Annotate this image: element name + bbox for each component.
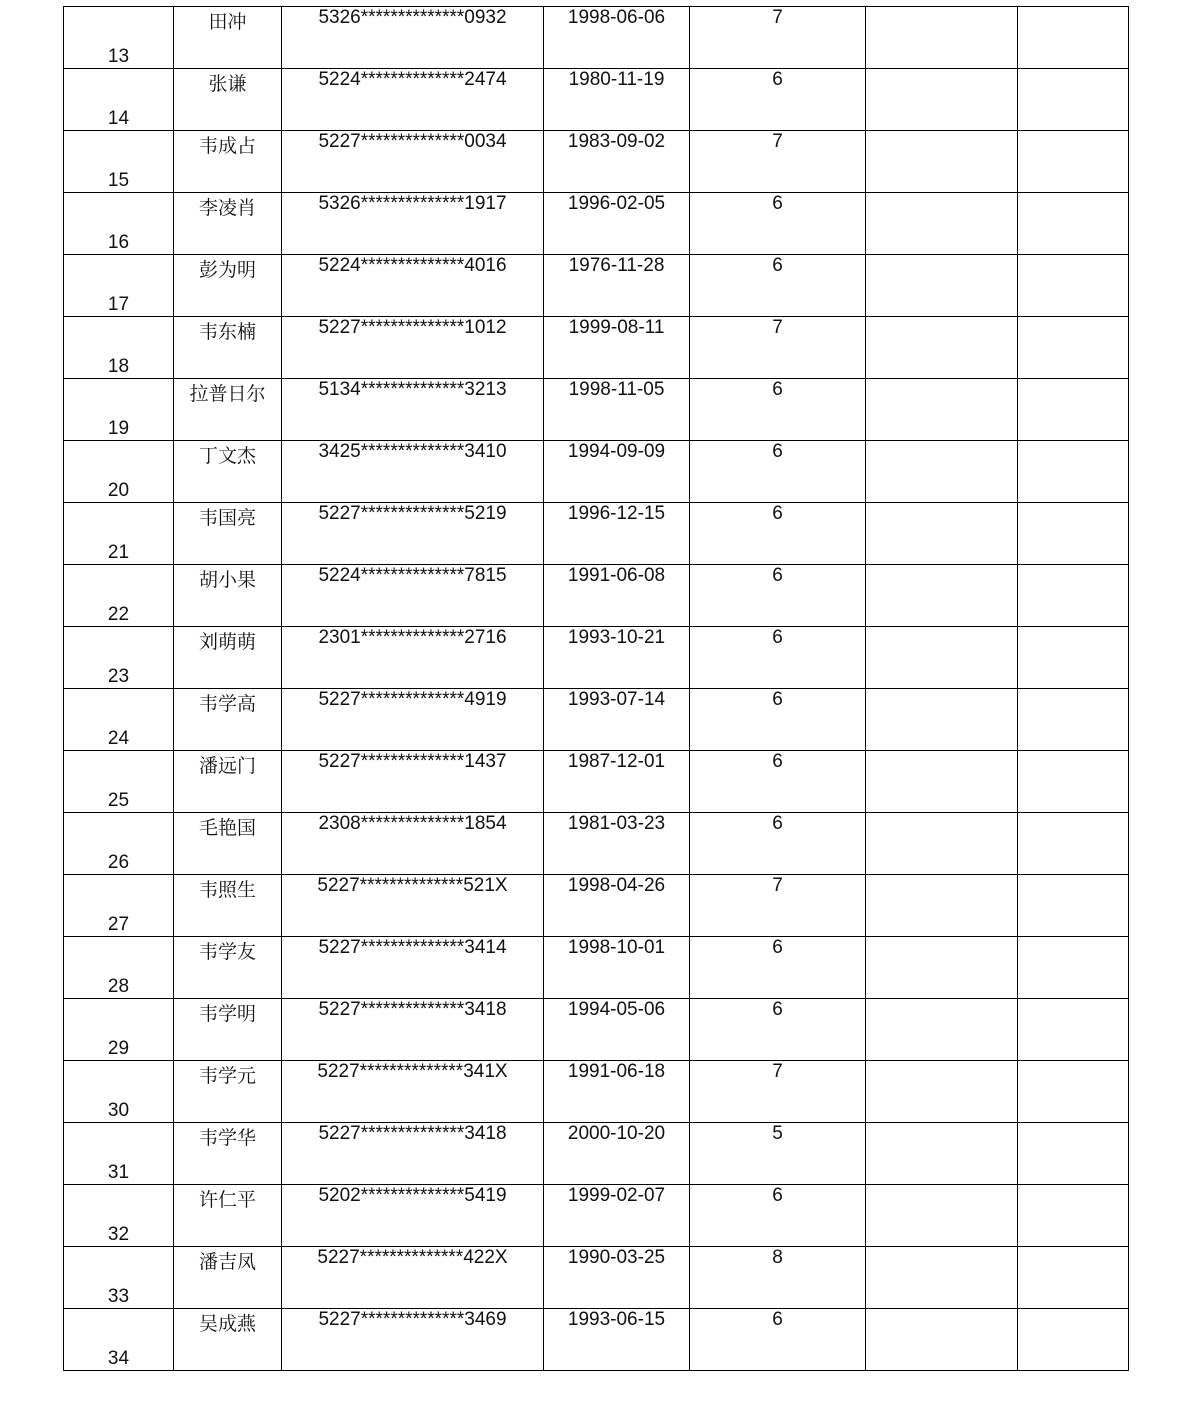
empty-cell bbox=[1018, 441, 1129, 503]
score-cell: 7 bbox=[690, 7, 866, 69]
row-number-cell: 14 bbox=[64, 69, 174, 131]
table-row bbox=[64, 565, 1129, 627]
table-row bbox=[64, 131, 1129, 193]
id-number-cell: 5227**************0034 bbox=[282, 131, 544, 193]
birth-date-cell: 1991-06-18 bbox=[544, 1061, 690, 1123]
table-row bbox=[64, 1185, 1129, 1247]
empty-cell bbox=[1018, 1309, 1129, 1371]
score-cell: 7 bbox=[690, 1061, 866, 1123]
row-number-cell: 26 bbox=[64, 813, 174, 875]
empty-cell bbox=[1018, 503, 1129, 565]
score-cell: 7 bbox=[690, 131, 866, 193]
table-row bbox=[64, 813, 1129, 875]
birth-date-cell: 1993-06-15 bbox=[544, 1309, 690, 1371]
table-row bbox=[64, 69, 1129, 131]
name-cell: 张谦 bbox=[174, 69, 282, 131]
empty-cell bbox=[866, 1123, 1018, 1185]
score-cell: 6 bbox=[690, 813, 866, 875]
score-cell: 6 bbox=[690, 565, 866, 627]
id-number-cell: 5227**************3418 bbox=[282, 999, 544, 1061]
birth-date-cell: 1998-10-01 bbox=[544, 937, 690, 999]
name-cell: 毛艳国 bbox=[174, 813, 282, 875]
empty-cell bbox=[866, 627, 1018, 689]
id-number-cell: 5227**************3414 bbox=[282, 937, 544, 999]
table-row bbox=[64, 751, 1129, 813]
birth-date-cell: 1987-12-01 bbox=[544, 751, 690, 813]
id-number-cell: 5227**************4919 bbox=[282, 689, 544, 751]
table-row bbox=[64, 689, 1129, 751]
birth-date-cell: 1999-08-11 bbox=[544, 317, 690, 379]
empty-cell bbox=[1018, 1061, 1129, 1123]
table-row bbox=[64, 317, 1129, 379]
birth-date-cell: 1996-12-15 bbox=[544, 503, 690, 565]
empty-cell bbox=[866, 689, 1018, 751]
empty-cell bbox=[1018, 317, 1129, 379]
table-row bbox=[64, 875, 1129, 937]
row-number-cell: 16 bbox=[64, 193, 174, 255]
id-number-cell: 5224**************7815 bbox=[282, 565, 544, 627]
score-cell: 6 bbox=[690, 441, 866, 503]
row-number-cell: 28 bbox=[64, 937, 174, 999]
empty-cell bbox=[866, 441, 1018, 503]
roster-body bbox=[64, 7, 1129, 1371]
table-row bbox=[64, 1061, 1129, 1123]
score-cell: 6 bbox=[690, 255, 866, 317]
table-row bbox=[64, 7, 1129, 69]
row-number-cell: 29 bbox=[64, 999, 174, 1061]
table-row bbox=[64, 1247, 1129, 1309]
row-number-cell: 30 bbox=[64, 1061, 174, 1123]
score-cell: 7 bbox=[690, 875, 866, 937]
name-cell: 潘远门 bbox=[174, 751, 282, 813]
empty-cell bbox=[866, 317, 1018, 379]
empty-cell bbox=[866, 1247, 1018, 1309]
birth-date-cell: 1991-06-08 bbox=[544, 565, 690, 627]
empty-cell bbox=[1018, 131, 1129, 193]
id-number-cell: 5227**************521X bbox=[282, 875, 544, 937]
empty-cell bbox=[1018, 1247, 1129, 1309]
birth-date-cell: 1981-03-23 bbox=[544, 813, 690, 875]
row-number-cell: 24 bbox=[64, 689, 174, 751]
empty-cell bbox=[1018, 689, 1129, 751]
name-cell: 潘吉凤 bbox=[174, 1247, 282, 1309]
empty-cell bbox=[866, 131, 1018, 193]
id-number-cell: 5134**************3213 bbox=[282, 379, 544, 441]
name-cell: 丁文杰 bbox=[174, 441, 282, 503]
empty-cell bbox=[1018, 379, 1129, 441]
id-number-cell: 5227**************422X bbox=[282, 1247, 544, 1309]
table-row bbox=[64, 999, 1129, 1061]
empty-cell bbox=[1018, 565, 1129, 627]
row-number-cell: 13 bbox=[64, 7, 174, 69]
name-cell: 吴成燕 bbox=[174, 1309, 282, 1371]
empty-cell bbox=[866, 875, 1018, 937]
name-cell: 李凌肖 bbox=[174, 193, 282, 255]
score-cell: 6 bbox=[690, 689, 866, 751]
score-cell: 7 bbox=[690, 317, 866, 379]
empty-cell bbox=[866, 937, 1018, 999]
score-cell: 6 bbox=[690, 193, 866, 255]
id-number-cell: 5227**************3469 bbox=[282, 1309, 544, 1371]
empty-cell bbox=[1018, 69, 1129, 131]
score-cell: 6 bbox=[690, 751, 866, 813]
row-number-cell: 22 bbox=[64, 565, 174, 627]
row-number-cell: 34 bbox=[64, 1309, 174, 1371]
row-number-cell: 21 bbox=[64, 503, 174, 565]
table-row bbox=[64, 441, 1129, 503]
id-number-cell: 2308**************1854 bbox=[282, 813, 544, 875]
empty-cell bbox=[1018, 1123, 1129, 1185]
birth-date-cell: 1994-05-06 bbox=[544, 999, 690, 1061]
id-number-cell: 5227**************5219 bbox=[282, 503, 544, 565]
score-cell: 6 bbox=[690, 627, 866, 689]
birth-date-cell: 1998-04-26 bbox=[544, 875, 690, 937]
id-number-cell: 3425**************3410 bbox=[282, 441, 544, 503]
empty-cell bbox=[1018, 255, 1129, 317]
score-cell: 6 bbox=[690, 999, 866, 1061]
name-cell: 拉普日尔 bbox=[174, 379, 282, 441]
empty-cell bbox=[866, 565, 1018, 627]
row-number-cell: 20 bbox=[64, 441, 174, 503]
table-row bbox=[64, 503, 1129, 565]
table-row bbox=[64, 255, 1129, 317]
empty-cell bbox=[866, 813, 1018, 875]
empty-cell bbox=[866, 999, 1018, 1061]
empty-cell bbox=[1018, 751, 1129, 813]
empty-cell bbox=[866, 379, 1018, 441]
birth-date-cell: 1980-11-19 bbox=[544, 69, 690, 131]
birth-date-cell: 1976-11-28 bbox=[544, 255, 690, 317]
birth-date-cell: 1990-03-25 bbox=[544, 1247, 690, 1309]
id-number-cell: 5224**************4016 bbox=[282, 255, 544, 317]
score-cell: 5 bbox=[690, 1123, 866, 1185]
empty-cell bbox=[1018, 627, 1129, 689]
score-cell: 6 bbox=[690, 379, 866, 441]
name-cell: 胡小果 bbox=[174, 565, 282, 627]
table-row bbox=[64, 1309, 1129, 1371]
empty-cell bbox=[866, 255, 1018, 317]
birth-date-cell: 1993-10-21 bbox=[544, 627, 690, 689]
row-number-cell: 33 bbox=[64, 1247, 174, 1309]
name-cell: 韦学明 bbox=[174, 999, 282, 1061]
table-row bbox=[64, 193, 1129, 255]
table-row bbox=[64, 937, 1129, 999]
name-cell: 韦学高 bbox=[174, 689, 282, 751]
name-cell: 许仁平 bbox=[174, 1185, 282, 1247]
birth-date-cell: 1998-06-06 bbox=[544, 7, 690, 69]
empty-cell bbox=[866, 503, 1018, 565]
row-number-cell: 27 bbox=[64, 875, 174, 937]
empty-cell bbox=[1018, 813, 1129, 875]
empty-cell bbox=[1018, 875, 1129, 937]
birth-date-cell: 1996-02-05 bbox=[544, 193, 690, 255]
score-cell: 6 bbox=[690, 503, 866, 565]
score-cell: 6 bbox=[690, 69, 866, 131]
id-number-cell: 5202**************5419 bbox=[282, 1185, 544, 1247]
id-number-cell: 5326**************1917 bbox=[282, 193, 544, 255]
row-number-cell: 32 bbox=[64, 1185, 174, 1247]
empty-cell bbox=[866, 1061, 1018, 1123]
row-number-cell: 25 bbox=[64, 751, 174, 813]
row-number-cell: 23 bbox=[64, 627, 174, 689]
row-number-cell: 31 bbox=[64, 1123, 174, 1185]
row-number-cell: 19 bbox=[64, 379, 174, 441]
empty-cell bbox=[1018, 1185, 1129, 1247]
table-row bbox=[64, 379, 1129, 441]
empty-cell bbox=[866, 193, 1018, 255]
birth-date-cell: 1983-09-02 bbox=[544, 131, 690, 193]
id-number-cell: 5227**************1437 bbox=[282, 751, 544, 813]
score-cell: 6 bbox=[690, 1309, 866, 1371]
table-row bbox=[64, 627, 1129, 689]
score-cell: 6 bbox=[690, 1185, 866, 1247]
birth-date-cell: 1998-11-05 bbox=[544, 379, 690, 441]
id-number-cell: 2301**************2716 bbox=[282, 627, 544, 689]
score-cell: 6 bbox=[690, 937, 866, 999]
empty-cell bbox=[866, 1309, 1018, 1371]
row-number-cell: 18 bbox=[64, 317, 174, 379]
row-number-cell: 15 bbox=[64, 131, 174, 193]
id-number-cell: 5326**************0932 bbox=[282, 7, 544, 69]
name-cell: 韦成占 bbox=[174, 131, 282, 193]
empty-cell bbox=[866, 1185, 1018, 1247]
empty-cell bbox=[1018, 7, 1129, 69]
id-number-cell: 5227**************1012 bbox=[282, 317, 544, 379]
score-cell: 8 bbox=[690, 1247, 866, 1309]
empty-cell bbox=[1018, 937, 1129, 999]
roster-table bbox=[63, 6, 1129, 1371]
empty-cell bbox=[866, 7, 1018, 69]
name-cell: 韦学元 bbox=[174, 1061, 282, 1123]
name-cell: 韦学友 bbox=[174, 937, 282, 999]
name-cell: 韦照生 bbox=[174, 875, 282, 937]
id-number-cell: 5227**************3418 bbox=[282, 1123, 544, 1185]
id-number-cell: 5227**************341X bbox=[282, 1061, 544, 1123]
name-cell: 刘萌萌 bbox=[174, 627, 282, 689]
name-cell: 韦学华 bbox=[174, 1123, 282, 1185]
empty-cell bbox=[866, 69, 1018, 131]
birth-date-cell: 1999-02-07 bbox=[544, 1185, 690, 1247]
empty-cell bbox=[1018, 999, 1129, 1061]
name-cell: 彭为明 bbox=[174, 255, 282, 317]
name-cell: 韦东楠 bbox=[174, 317, 282, 379]
name-cell: 田冲 bbox=[174, 7, 282, 69]
name-cell: 韦国亮 bbox=[174, 503, 282, 565]
birth-date-cell: 1994-09-09 bbox=[544, 441, 690, 503]
table-row bbox=[64, 1123, 1129, 1185]
id-number-cell: 5224**************2474 bbox=[282, 69, 544, 131]
birth-date-cell: 2000-10-20 bbox=[544, 1123, 690, 1185]
birth-date-cell: 1993-07-14 bbox=[544, 689, 690, 751]
row-number-cell: 17 bbox=[64, 255, 174, 317]
empty-cell bbox=[866, 751, 1018, 813]
empty-cell bbox=[1018, 193, 1129, 255]
